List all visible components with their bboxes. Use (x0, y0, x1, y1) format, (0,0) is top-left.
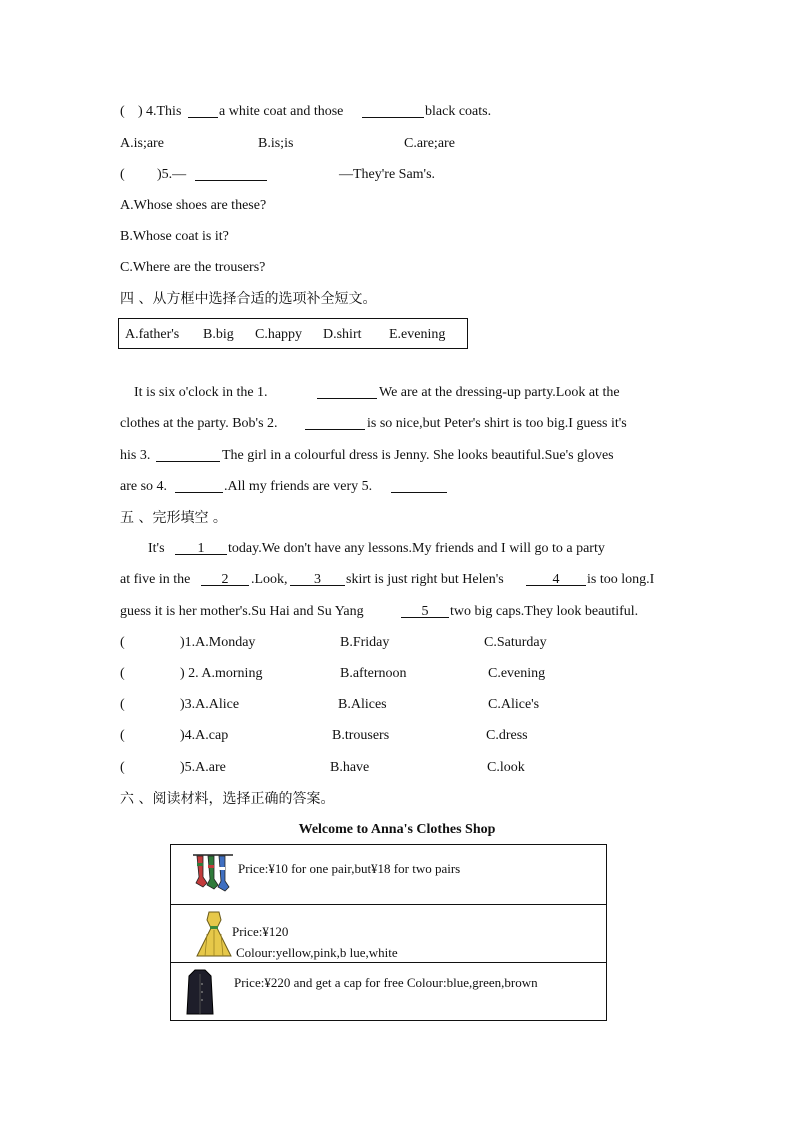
passage-text: .All my friends are very 5. (224, 479, 373, 494)
passage-text: The girl in a colourful dress is Jenny. She looks beautiful.Sue's gloves (222, 448, 614, 463)
passage-text: two big caps.They look beautiful. (450, 604, 639, 619)
passage-text: is so nice,but Peter's shirt is too big.I guess it's (367, 416, 627, 431)
passage-text: clothes at the party. Bob's 2. (120, 416, 278, 431)
word-option: C.happy (255, 327, 303, 342)
numbered-blank[interactable]: 2 (201, 572, 249, 586)
blank[interactable] (195, 167, 267, 181)
word-option: E.evening (389, 327, 446, 342)
section-5-heading: 五 、完形填空 。 (120, 510, 227, 526)
option-c[interactable]: C.evening (488, 666, 546, 681)
option-b[interactable]: B.have (330, 760, 370, 775)
option-a[interactable]: )5.A.are (180, 760, 226, 775)
answer-paren: ( (120, 697, 125, 712)
answer-paren: ( (120, 167, 125, 182)
passage-text: are so 4. (120, 479, 168, 494)
blank[interactable] (362, 104, 424, 118)
shop-item-row (171, 845, 606, 904)
item-price: Price:¥220 and get a cap for free Colour:blue,green,brown (234, 975, 538, 990)
answer-paren: ( (120, 760, 125, 775)
option-b[interactable]: B.trousers (332, 728, 390, 743)
blank[interactable] (175, 479, 223, 493)
passage-text: skirt is just right but Helen's (346, 572, 504, 587)
option-c[interactable]: C.Saturday (484, 635, 547, 650)
blank[interactable] (156, 448, 220, 462)
passage-text: his 3. (120, 448, 151, 463)
option-b[interactable]: B.Whose coat is it? (120, 229, 229, 244)
question-4-close: ) (138, 104, 143, 119)
passage-text: is too long.I (587, 572, 655, 587)
passage-text: guess it is her mother's.Su Hai and Su Yang (120, 604, 364, 619)
option-b[interactable]: B.afternoon (340, 666, 407, 681)
question-4-end: black coats. (425, 104, 492, 119)
shop-table (170, 844, 607, 1021)
option-a[interactable]: )1.A.Monday (180, 635, 256, 650)
shop-item-row (171, 962, 606, 1021)
option-a[interactable]: A.is;are (120, 136, 164, 151)
numbered-blank[interactable]: 1 (175, 541, 227, 555)
dress-icon (195, 910, 233, 960)
socks-icon (191, 851, 235, 895)
word-option: D.shirt (323, 327, 362, 342)
option-c[interactable]: C.Where are the trousers? (120, 260, 266, 275)
word-option: B.big (203, 327, 234, 342)
question-5-reply: —They're Sam's. (339, 167, 436, 182)
passage-text: It's (148, 541, 165, 556)
item-price: Price:¥120 (232, 924, 289, 939)
answer-paren: ( (120, 728, 125, 743)
option-a[interactable]: ) 2. A.morning (180, 666, 263, 681)
section-4-heading: 四 、从方框中选择合适的选项补全短文。 (120, 291, 377, 307)
option-c[interactable]: C.look (487, 760, 525, 775)
option-b[interactable]: B.Friday (340, 635, 390, 650)
word-box (118, 318, 468, 349)
option-a[interactable]: A.Whose shoes are these? (120, 198, 267, 213)
blank[interactable] (188, 104, 218, 118)
passage-text: at five in the (120, 572, 191, 587)
numbered-blank[interactable]: 4 (526, 572, 586, 586)
shop-title: Welcome to Anna's Clothes Shop (298, 822, 496, 837)
option-c[interactable]: C.are;are (404, 136, 455, 151)
question-4-text: a white coat and those (219, 104, 344, 119)
option-a[interactable]: )4.A.cap (180, 728, 229, 743)
option-c[interactable]: C.Alice's (488, 697, 540, 712)
blank[interactable] (391, 479, 447, 493)
blank[interactable] (317, 385, 377, 399)
passage-text: .Look, (251, 572, 288, 587)
numbered-blank[interactable]: 5 (401, 604, 449, 618)
item-colours: Colour:yellow,pink,b lue,white (236, 945, 398, 960)
passage-text: today.We don't have any lessons.My friends and I will go to a party (228, 541, 605, 556)
answer-paren: ( (120, 104, 125, 119)
question-4-number: 4.This (146, 104, 182, 119)
coat-icon (185, 968, 215, 1018)
item-price: Price:¥10 for one pair,but¥18 for two pairs (238, 861, 461, 876)
answer-paren: ( (120, 635, 125, 650)
word-option: A.father's (125, 327, 180, 342)
option-b[interactable]: B.Alices (338, 697, 387, 712)
option-a[interactable]: )3.A.Alice (180, 697, 240, 712)
blank[interactable] (305, 416, 365, 430)
option-b[interactable]: B.is;is (258, 136, 294, 151)
passage-text: We are at the dressing-up party.Look at the (379, 385, 620, 400)
option-c[interactable]: C.dress (486, 728, 528, 743)
passage-text: It is six o'clock in the 1. (134, 385, 268, 400)
section-6-heading: 六 、阅读材料，选择正确的答案。 (120, 791, 335, 807)
answer-paren: ( (120, 666, 125, 681)
numbered-blank[interactable]: 3 (290, 572, 345, 586)
shop-item-row (171, 904, 606, 963)
question-5-number: )5.— (157, 167, 187, 182)
